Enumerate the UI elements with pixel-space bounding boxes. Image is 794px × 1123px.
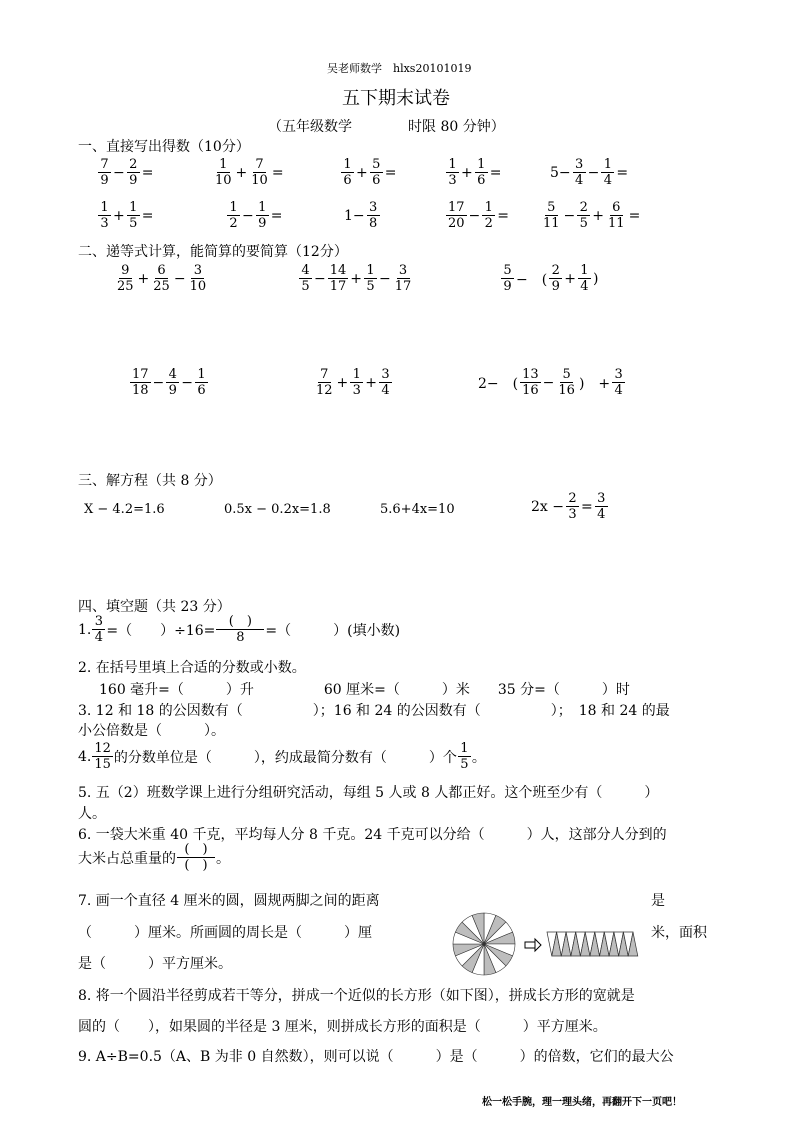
question-7-line2a: （ ）厘米。所画圆的周长是（ ）厘 xyxy=(78,925,372,941)
denominator: 3 xyxy=(100,216,109,231)
numerator: 1 xyxy=(217,157,230,173)
operator: + xyxy=(350,270,363,287)
fraction xyxy=(127,200,140,231)
question-6-line1: 6. 一袋大米重 40 千克，平均每人分 8 千克。24 千克可以分给（ ）人，这部分人分到的 xyxy=(78,827,667,843)
denominator: 9 xyxy=(503,279,512,294)
denominator: 4 xyxy=(603,173,613,188)
fraction xyxy=(367,200,380,231)
s1-r1-e3 xyxy=(445,157,502,188)
numerator: 7 xyxy=(318,367,331,383)
fraction xyxy=(370,157,383,188)
fraction xyxy=(127,157,140,188)
numerator: 1 xyxy=(98,200,111,216)
operator: − xyxy=(542,374,555,391)
fraction xyxy=(227,200,240,231)
operator: = xyxy=(271,164,284,181)
denominator: 9 xyxy=(129,173,138,188)
fraction xyxy=(612,367,625,398)
operator: + xyxy=(564,270,576,287)
fraction xyxy=(446,200,467,231)
fraction xyxy=(188,263,209,294)
q1-blank-num: ( ) xyxy=(216,614,264,630)
fraction xyxy=(541,200,562,231)
denominator: 11 xyxy=(608,216,625,231)
denominator: 4 xyxy=(614,383,623,398)
s1-r1-e0 xyxy=(97,157,154,188)
denominator: 9 xyxy=(551,279,560,294)
numerator: 1 xyxy=(256,200,269,216)
operator: − ( xyxy=(516,271,548,288)
question-8-line2: 圆的（ ），如果圆的半径是 3 厘米，则拼成长方形的面积是（ ）平方厘米。 xyxy=(78,1019,607,1035)
q6-blank-fraction xyxy=(177,842,215,873)
q6-blank-num: ( ) xyxy=(177,842,215,858)
q1-tail: =（ ）(填小数) xyxy=(265,622,401,639)
q1-blank-den: 8 xyxy=(236,630,245,645)
operator: 1− xyxy=(344,207,365,224)
sector-circle xyxy=(453,913,515,975)
equation-2: 0.5x − 0.2x=1.8 xyxy=(224,502,331,517)
s2-r2-e2 xyxy=(477,367,626,398)
operator: + xyxy=(461,164,473,181)
numerator: 1 xyxy=(364,263,377,279)
numerator: 5 xyxy=(501,263,514,279)
denominator: 12 xyxy=(316,383,333,398)
fraction xyxy=(606,200,627,231)
q4-text: 的分数单位是（ ），约成最简分数有（ ）个 xyxy=(113,749,457,766)
operator: + xyxy=(356,164,368,181)
operator: 2x − xyxy=(531,498,564,515)
numerator: 5 xyxy=(560,367,573,383)
numerator: 3 xyxy=(573,157,586,173)
q6-text: 大米占总重量的 xyxy=(78,850,176,867)
numerator: 1 xyxy=(227,200,240,216)
denominator: 9 xyxy=(100,173,109,188)
fraction xyxy=(595,491,608,522)
numerator: 1 xyxy=(127,200,140,216)
page-title: 五下期末试卷 xyxy=(342,88,450,109)
s2-r2-e1 xyxy=(313,367,393,398)
q4-frac-num: 12 xyxy=(94,741,111,756)
operator: + xyxy=(137,270,150,287)
denominator: 4 xyxy=(597,507,606,522)
operator: = xyxy=(141,164,154,181)
q1-text: =（ ）÷16= xyxy=(106,622,216,639)
q4-fraction xyxy=(92,741,113,772)
question-5-line2: 人。 xyxy=(78,806,106,822)
q6-blank-den: ( ) xyxy=(184,858,208,873)
header-top-line: 吴老师数学 hlxs20101019 xyxy=(327,62,472,75)
denominator: 3 xyxy=(448,173,457,188)
q4-frac2-num: 1 xyxy=(458,741,471,757)
fraction xyxy=(566,491,579,522)
question-3-line2: 小公倍数是（ ）。 xyxy=(78,723,225,739)
footer-note: 松一松手腕，理一理头绪，再翻开下一页吧！ xyxy=(482,1097,682,1108)
numerator: 4 xyxy=(166,367,179,383)
operator: = xyxy=(628,207,641,224)
equation-4 xyxy=(530,491,609,522)
q1-frac-den: 4 xyxy=(94,630,103,645)
q4-frac-den: 15 xyxy=(94,757,111,772)
q6-tail: 。 xyxy=(216,850,230,867)
fraction xyxy=(299,263,312,294)
denominator: 5 xyxy=(129,216,138,231)
operator: − xyxy=(587,164,600,181)
numerator: 5 xyxy=(370,157,383,173)
page-subtitle: （五年级数学 时限 80 分钟） xyxy=(268,119,505,135)
fraction xyxy=(520,367,541,398)
numerator: 2 xyxy=(549,263,562,279)
q1-fraction xyxy=(92,614,105,645)
question-2-line2: 160 毫升=（ ）升 60 厘米=（ ）米 35 分=（ ）时 xyxy=(99,682,630,698)
section1-heading: 一、直接写出得数（10分） xyxy=(78,139,250,155)
operator: − xyxy=(242,207,254,224)
operator: = xyxy=(384,164,397,181)
numerator: 1 xyxy=(195,367,208,383)
s1-r2-e4 xyxy=(540,200,641,231)
q1-frac-num: 3 xyxy=(92,614,105,630)
fraction xyxy=(393,263,414,294)
denominator: 25 xyxy=(117,279,134,294)
numerator: 5 xyxy=(545,200,558,216)
denominator: 18 xyxy=(132,383,149,398)
denominator: 20 xyxy=(448,216,465,231)
denominator: 4 xyxy=(580,279,589,294)
fraction xyxy=(578,263,591,294)
fraction xyxy=(98,200,111,231)
numerator: 7 xyxy=(253,157,266,173)
operator: = xyxy=(270,207,283,224)
q1-blank-fraction xyxy=(216,614,264,645)
s1-r2-e1 xyxy=(226,200,283,231)
operator: = xyxy=(141,207,154,224)
numerator: 2 xyxy=(127,157,140,173)
question-5-line1: 5. 五（2）班数学课上进行分组研究活动，每组 5 人或 8 人都正好。这个班至少有（ ） xyxy=(78,785,659,801)
circle-to-rectangle-figure xyxy=(452,905,642,977)
denominator: 6 xyxy=(477,173,486,188)
fraction xyxy=(115,263,136,294)
numerator: 6 xyxy=(610,200,623,216)
operator: + xyxy=(336,374,349,391)
denominator: 17 xyxy=(394,279,412,294)
operator: ) + xyxy=(578,375,611,392)
denominator: 6 xyxy=(343,173,352,188)
fraction xyxy=(328,263,349,294)
numerator: 6 xyxy=(155,263,168,279)
operator: − xyxy=(314,270,326,287)
operator: − xyxy=(152,374,165,391)
numerator: 17 xyxy=(132,367,149,382)
section4-heading: 四、填空题（共 23 分） xyxy=(78,599,231,615)
denominator: 3 xyxy=(568,507,577,522)
numerator: 1 xyxy=(601,157,614,173)
numerator: 7 xyxy=(98,157,111,173)
arrow-icon xyxy=(525,939,541,951)
numerator: 9 xyxy=(119,263,132,279)
numerator: 1 xyxy=(446,157,459,173)
operator: = xyxy=(497,207,510,224)
fraction xyxy=(379,367,392,398)
operator: − xyxy=(379,270,391,287)
s1-r2-e3 xyxy=(445,200,510,231)
q4-tail: 。 xyxy=(471,749,486,766)
denominator: 6 xyxy=(372,173,381,188)
q4-frac2-den: 5 xyxy=(460,757,469,772)
s2-r1-e1 xyxy=(298,263,414,294)
denominator: 2 xyxy=(484,216,493,231)
s2-r1-e0 xyxy=(114,263,209,294)
q1-number: 1. xyxy=(78,621,92,638)
numerator: 1 xyxy=(350,367,363,383)
operator: − xyxy=(468,207,481,224)
fraction xyxy=(549,263,562,294)
question-4 xyxy=(78,741,486,772)
denominator: 3 xyxy=(352,383,361,398)
denominator: 5 xyxy=(301,279,310,294)
s1-r2-e0 xyxy=(97,200,154,231)
fraction xyxy=(130,367,151,398)
numerator: 2 xyxy=(577,200,590,216)
denominator: 2 xyxy=(229,216,238,231)
numerator: 17 xyxy=(448,200,465,215)
fraction xyxy=(501,263,514,294)
s1-r2-e2 xyxy=(343,200,381,231)
question-8-line1: 8. 将一个圆沿半径剪成若干等分，拼成一个近似的长方形（如下图），拼成长方形的宽就是 xyxy=(78,988,635,1004)
numerator: 13 xyxy=(522,367,539,382)
question-1 xyxy=(78,614,400,645)
question-7-line3: 是（ ）平方厘米。 xyxy=(78,956,232,972)
operator: = xyxy=(616,164,629,181)
fraction xyxy=(166,367,179,398)
s1-r1-e1 xyxy=(212,157,285,188)
numerator: 1 xyxy=(578,263,591,279)
operator: = xyxy=(489,164,502,181)
fraction xyxy=(195,367,208,398)
denominator: 10 xyxy=(215,173,232,188)
denominator: 16 xyxy=(522,383,539,398)
q4-number: 4. xyxy=(78,748,92,765)
numerator: 4 xyxy=(299,263,312,279)
question-7-line2b: 米，面积 xyxy=(651,925,707,941)
question-7-line1a: 7. 画一个直径 4 厘米的圆，圆规两脚之间的距离 xyxy=(78,893,380,909)
denominator: 10 xyxy=(251,173,268,188)
denominator: 5 xyxy=(579,216,588,231)
operator: + xyxy=(113,207,125,224)
s2-r2-e0 xyxy=(129,367,209,398)
operator: − xyxy=(181,374,194,391)
numerator: 1 xyxy=(482,200,495,216)
question-7-line1b: 是 xyxy=(651,893,665,909)
question-3-line1: 3. 12 和 18 的公因数有（ ）；16 和 24 的公因数有（ ）； 18 和 24 的最 xyxy=(78,703,670,719)
denominator: 4 xyxy=(381,383,390,398)
fraction xyxy=(98,157,111,188)
fraction xyxy=(482,200,495,231)
section2-heading: 二、递等式计算，能简算的要简算（12分） xyxy=(78,244,348,260)
operator: 5− xyxy=(550,164,571,181)
operator: + xyxy=(235,164,248,181)
operator: 2− ( xyxy=(478,375,519,392)
numerator: 3 xyxy=(191,263,204,279)
denominator: 9 xyxy=(168,383,177,398)
q4-fraction-2 xyxy=(458,741,471,772)
s2-r1-e2 xyxy=(500,263,599,294)
fraction xyxy=(556,367,577,398)
fraction xyxy=(364,263,377,294)
denominator: 10 xyxy=(189,279,207,294)
fraction xyxy=(314,367,335,398)
numerator: 3 xyxy=(612,367,625,383)
operator: + xyxy=(592,207,605,224)
denominator: 9 xyxy=(258,216,267,231)
numerator: 2 xyxy=(566,491,579,507)
denominator: 25 xyxy=(153,279,170,294)
numerator: 3 xyxy=(367,200,380,216)
denominator: 11 xyxy=(543,216,560,231)
zigzag-rectangle xyxy=(547,932,638,956)
fraction xyxy=(573,157,586,188)
fraction xyxy=(350,367,363,398)
numerator: 1 xyxy=(341,157,354,173)
denominator: 8 xyxy=(369,216,378,231)
fraction xyxy=(341,157,354,188)
fraction xyxy=(475,157,488,188)
equation-3: 5.6+4x=10 xyxy=(380,502,455,517)
fraction xyxy=(446,157,459,188)
s1-r1-e4 xyxy=(549,157,629,188)
question-6-line2 xyxy=(78,842,230,873)
fraction xyxy=(213,157,234,188)
numerator: 3 xyxy=(397,263,410,279)
s1-r1-e2 xyxy=(340,157,397,188)
equation-1: X − 4.2=1.6 xyxy=(84,502,165,517)
denominator: 6 xyxy=(197,383,206,398)
fraction xyxy=(151,263,172,294)
operator: = xyxy=(580,498,593,515)
numerator: 1 xyxy=(475,157,488,173)
numerator: 3 xyxy=(595,491,608,507)
denominator: 4 xyxy=(575,173,584,188)
operator: − xyxy=(563,207,576,224)
denominator: 16 xyxy=(558,383,575,398)
operator: − xyxy=(113,164,125,181)
operator: ) xyxy=(592,270,599,287)
question-2-line1: 2. 在括号里填上合适的分数或小数。 xyxy=(78,660,306,676)
fraction xyxy=(577,200,590,231)
section3-heading: 三、解方程（共 8 分） xyxy=(78,473,222,489)
denominator: 5 xyxy=(366,279,375,294)
denominator: 17 xyxy=(329,279,347,294)
operator: + xyxy=(365,374,378,391)
question-9-line1: 9. A÷B=0.5（A、B 为非 0 自然数），则可以说（ ）是（ ）的倍数，它们的最大公 xyxy=(78,1049,674,1065)
fraction xyxy=(601,157,614,188)
fraction xyxy=(256,200,269,231)
numerator: 14 xyxy=(329,263,347,278)
fraction xyxy=(249,157,270,188)
operator: − xyxy=(173,270,186,287)
numerator: 3 xyxy=(379,367,392,383)
